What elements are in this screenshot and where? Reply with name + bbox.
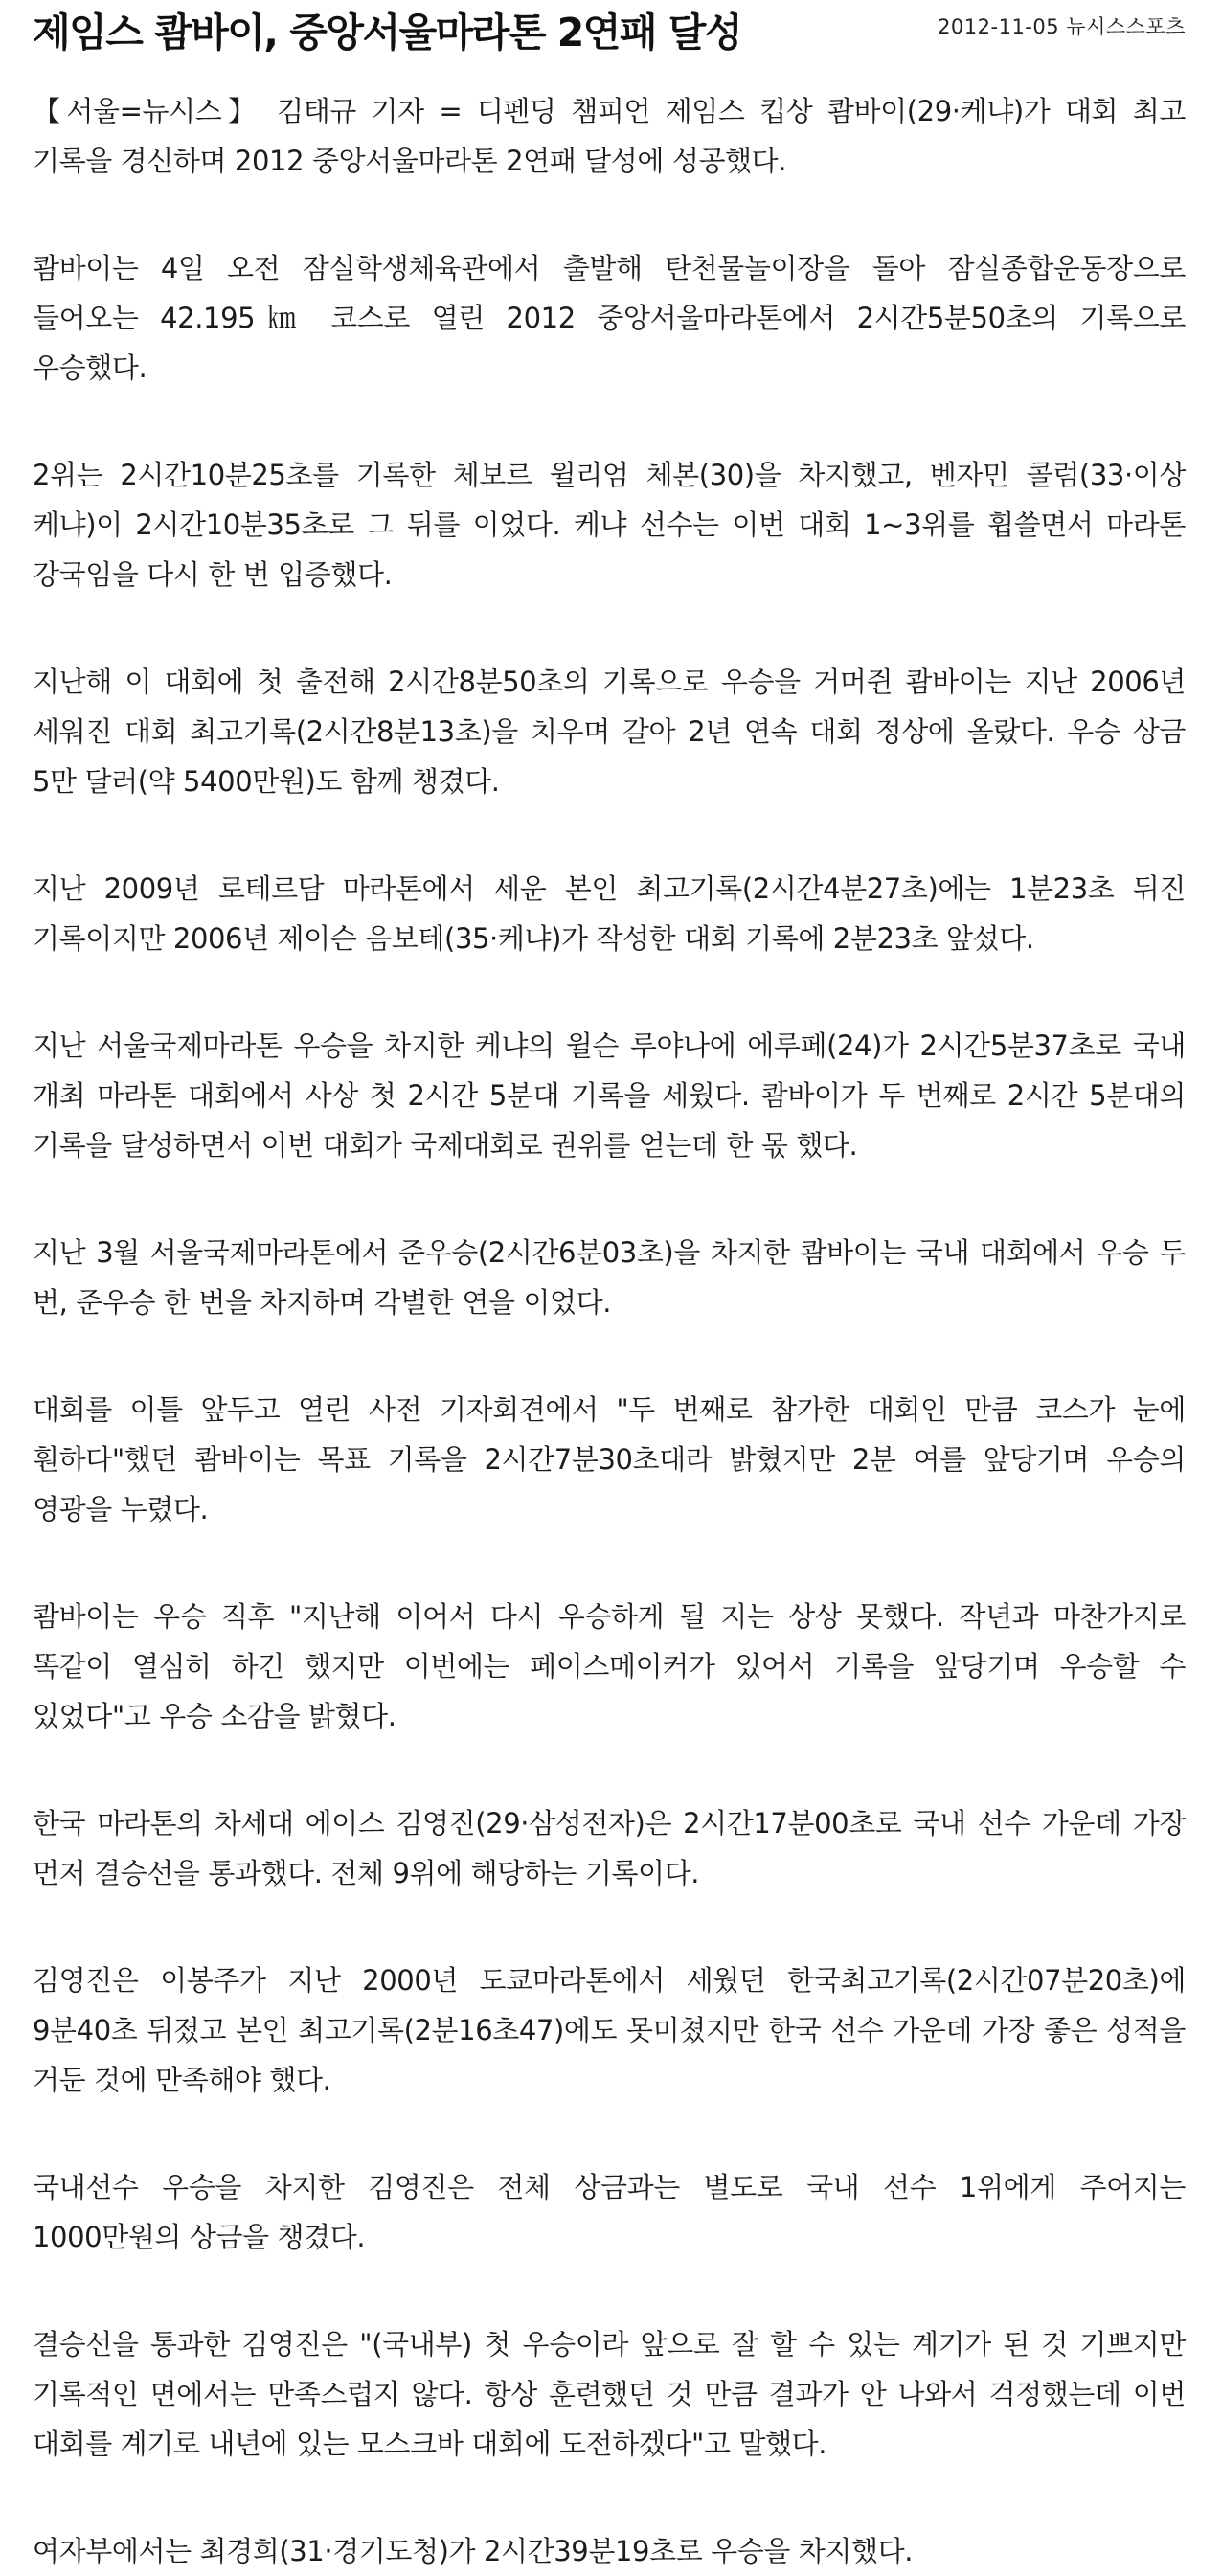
article-paragraph: 쾀바이는 4일 오전 잠실학생체육관에서 출발해 탄천물놀이장을 돌아 잠실종합운동장으로 들어오는 42.195㎞ 코스로 열린 2012 중앙서울마라톤에서 2시간5분50초의 기록으로 우승했다. bbox=[33, 252, 1186, 384]
article-paragraph: 한국 마라톤의 차세대 에이스 김영진(29·삼성전자)은 2시간17분00초로 국내 선수 가운데 가장 먼저 결승선을 통과했다. 전체 9위에 해당하는 기록이다. bbox=[33, 1807, 1186, 1889]
article-dateline: 2012-11-05 뉴시스스포츠 bbox=[938, 15, 1186, 38]
article-header bbox=[33, 0, 1186, 77]
article-paragraph: 쾀바이는 우승 직후 "지난해 이어서 다시 우승하게 될 지는 상상 못했다. 작년과 마찬가지로 똑같이 열심히 하긴 했지만 이번에는 페이스메이커가 있어서 기록을 앞당기며 우승할 수 있었다"고 우승 소감을 밝혔다. bbox=[33, 1600, 1186, 1732]
article-paragraph: 김영진은 이봉주가 지난 2000년 도쿄마라톤에서 세웠던 한국최고기록(2시간07분20초)에 9분40초 뒤졌고 본인 최고기록(2분16초47)에도 못미쳤지만 한국 선수 가운데 가장 좋은 성적을 거둔 것에 만족해야 했다. bbox=[33, 1964, 1186, 2096]
article-paragraph: 지난 2009년 로테르담 마라톤에서 세운 본인 최고기록(2시간4분27초)에는 1분23초 뒤진 기록이지만 2006년 제이슨 음보테(35·케냐)가 작성한 대회 기록에 2분23초 앞섰다. bbox=[33, 872, 1186, 955]
article-paragraph: 지난해 이 대회에 첫 출전해 2시간8분50초의 기록으로 우승을 거머쥔 쾀바이는 지난 2006년 세워진 대회 최고기록(2시간8분13초)을 치우며 갈아 2년 연속 대회 정상에 올랐다. 우승 상금 5만 달러(약 5400만원)도 함께 챙겼다. bbox=[33, 666, 1186, 798]
article-paragraph: 대회를 이틀 앞두고 열린 사전 기자회견에서 "두 번째로 참가한 대회인 만큼 코스가 눈에 훤하다"했던 쾀바이는 목표 기록을 2시간7분30초대라 밝혔지만 2분 여를 앞당기며 우승의 영광을 누렸다. bbox=[33, 1393, 1186, 1525]
article-paragraph: 지난 3월 서울국제마라톤에서 준우승(2시간6분03초)을 차지한 쾀바이는 국내 대회에서 우승 두 번, 준우승 한 번을 차지하며 각별한 연을 이었다. bbox=[33, 1236, 1186, 1319]
article-body bbox=[33, 86, 1186, 2576]
article-headline: 제임스 쾀바이, 중앙서울마라톤 2연패 달성 bbox=[33, 10, 741, 56]
article-paragraph: 지난 서울국제마라톤 우승을 차지한 케냐의 윌슨 루야나에 에루페(24)가 2시간5분37초로 국내 개최 마라톤 대회에서 사상 첫 2시간 5분대 기록을 세웠다. 쾀바이가 두 번째로 2시간 5분대의 기록을 달성하면서 이번 대회가 국제대회로 권위를 얻는데 한 몫 했다. bbox=[33, 1029, 1186, 1162]
article-paragraph: 국내선수 우승을 차지한 김영진은 전체 상금과는 별도로 국내 선수 1위에게 주어지는 1000만원의 상금을 챙겼다. bbox=[33, 2171, 1186, 2253]
article-paragraph: 【서울=뉴시스】 김태규 기자 = 디펜딩 챔피언 제임스 킵상 쾀바이(29·케냐)가 대회 최고 기록을 경신하며 2012 중앙서울마라톤 2연패 달성에 성공했다. bbox=[33, 95, 1186, 177]
article-paragraph: 결승선을 통과한 김영진은 "(국내부) 첫 우승이라 앞으로 잘 할 수 있는 계기가 된 것 기쁘지만 기록적인 면에서는 만족스럽지 않다. 항상 훈련했던 것 만큼 결과가 안 나와서 걱정했는데 이번 대회를 계기로 내년에 있는 모스크바 대회에 도전하겠다"고 말했다. bbox=[33, 2328, 1186, 2460]
article-paragraph: 여자부에서는 최경희(31·경기도청)가 2시간39분19초로 우승을 차지했다. bbox=[33, 2535, 914, 2567]
article-paragraph: 2위는 2시간10분25초를 기록한 체보르 윌리엄 체본(30)을 차지했고, 벤자민 콜럼(33·이상 케냐)이 2시간10분35초로 그 뒤를 이었다. 케냐 선수는 이번 대회 1~3위를 휩쓸면서 마라톤 강국임을 다시 한 번 입증했다. bbox=[33, 459, 1186, 591]
